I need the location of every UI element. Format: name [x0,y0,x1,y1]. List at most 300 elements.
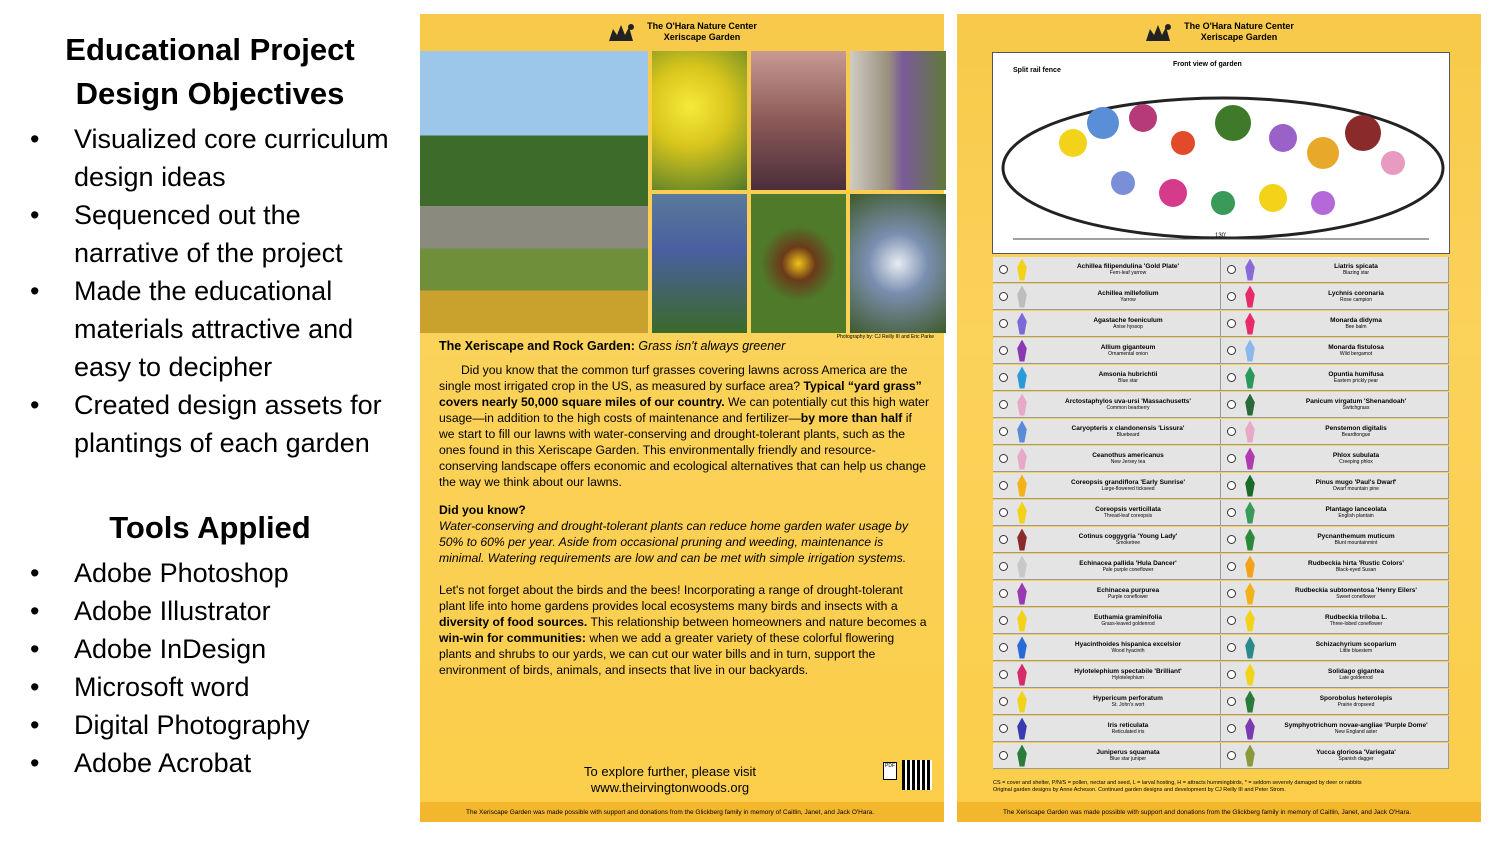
plant-latin-name: Cotinus coggygria 'Young Lady' [1078,532,1178,540]
did-you-know-text: Water-conserving and drought-tolerant plants can reduce home garden water usage by 50% to 60% per year. Aside from occasional pruning and weeding, maintenance is minimal. Watering requirements are low and can be met with simple irrigation systems. [439,519,909,565]
plant-name [1036,479,1220,493]
plant-common-name: Black-eyed Susan [1335,566,1377,573]
plant-number-icon [1227,265,1236,274]
list-item: • Adobe Acrobat [20,744,400,782]
list-item: • Made the educational materials attractive and easy to decipher [20,272,400,386]
plant-name [1036,371,1220,385]
plant-cell [993,635,1221,660]
plant-icon [1242,421,1258,443]
plant-latin-name: Achillea filipendulina 'Gold Plate' [1076,262,1180,270]
plant-number-icon [1227,751,1236,760]
plant-common-name: Fern-leaf yarrow [1109,269,1147,276]
paragraph-text: This relationship between homeowners and nature becomes a [590,615,927,629]
table-row [993,526,1449,553]
legend [993,780,1453,794]
plant-common-name: Eastern prickly pear [1333,377,1379,384]
table-row [993,445,1449,472]
garden-photo [420,51,648,333]
plant-icon [1014,394,1030,416]
table-row [993,553,1449,580]
plant-name [1036,452,1220,466]
paragraph-text: if we start to fill our lawns with water-conserving and drought-tolerant plants, such as the ones found in this Xeriscape Garden. This environmentally friendly and resource-conserving landscape offers economic and ecological alternatives that can help us change the way we think about our lawns. [439,411,926,489]
plant-name [1264,425,1448,439]
plant-cell [1221,689,1449,714]
plant-icon [1014,718,1030,740]
plant-icon [1242,691,1258,713]
plant-latin-name: Juniperus squamata [1096,748,1160,756]
plant-common-name: English plantain [1338,512,1374,519]
plant-icon [1014,529,1030,551]
plant-icon [1014,448,1030,470]
plant-name [1264,641,1448,655]
plant-latin-name: Liatris spicata [1334,262,1378,270]
paragraph-bold: win-win for communities: [439,631,586,645]
plant-cell [993,473,1221,498]
plant-common-name: Pale purple coneflower [1102,566,1154,573]
plant-latin-name: Penstemon digitalis [1325,424,1387,432]
plant-common-name: Purple coneflower [1107,593,1149,600]
plant-latin-name: Echinacea pallida 'Hula Dancer' [1079,559,1177,567]
table-row [993,499,1449,526]
pdf-icon: PDF [883,762,897,780]
hyssop-photo [652,194,747,333]
plant-cell [993,392,1221,417]
plant-number-icon [999,670,1008,679]
plant-common-name: Three-lobed coneflower [1329,620,1383,627]
plant-name [1036,317,1220,331]
plant-cell [1221,662,1449,687]
plant-latin-name: Opuntia humifusa [1328,370,1384,378]
poster-header [420,14,944,50]
table-row [993,472,1449,499]
plant-icon [1014,286,1030,308]
plant-common-name: Large-flowered tickseed [1101,485,1155,492]
plant-common-name: Bluebeard [1116,431,1140,438]
flower-photo [652,51,747,190]
poster-footer: The Xeriscape Garden was made possible with support and donations from the Glickberg family in memory of Caitlin, Janet, and Jack O'Hara. [957,802,1481,822]
table-row [993,418,1449,445]
plant-common-name: Anise hyssop [1113,323,1143,330]
plant-latin-name: Rudbeckia hirta 'Rustic Colors' [1308,559,1404,567]
plant-icon [1242,394,1258,416]
plant-cell [993,716,1221,741]
plant-cell [993,419,1221,444]
plant-common-name: Reticulated iris [1111,728,1145,735]
list-item: • Microsoft word [20,668,400,706]
plant-number-icon [1227,697,1236,706]
plant-common-name: Thread-leaf coreopsis [1103,512,1153,519]
plant-common-name: Bee balm [1345,323,1367,330]
plant-name [1264,263,1448,277]
plant-common-name: Prairie dropseed [1337,701,1375,708]
plant-number-icon [1227,535,1236,544]
list-item: • Adobe Photoshop [20,554,400,592]
org-name: The O'Hara Nature Center [647,21,757,31]
plant-icon [1242,718,1258,740]
rudbeckia-photo [751,194,846,333]
plant-common-name: New Jersey tea [1110,458,1146,465]
plant-icon [1014,259,1030,281]
plant-icon [1242,475,1258,497]
list-item: • Digital Photography [20,706,400,744]
plant-common-name: Hylotelephium [1112,674,1144,681]
plant-icon [1014,313,1030,335]
plant-number-icon [1227,643,1236,652]
plant-name [1036,506,1220,520]
nature-center-logo [607,21,639,43]
plant-icon [1242,448,1258,470]
photo-grid [420,51,944,333]
plant-icon [1242,610,1258,632]
plant-number-icon [999,643,1008,652]
plant-common-name: Blue star juniper [1109,755,1147,762]
plant-name [1036,668,1220,682]
plant-cell [993,554,1221,579]
amsonia-photo [850,194,946,333]
plant-number-icon [999,697,1008,706]
plant-number-icon [999,751,1008,760]
poster-header [957,14,1481,50]
plant-name [1264,749,1448,763]
plant-name [1264,371,1448,385]
plant-name [1036,425,1220,439]
plant-cell [1221,716,1449,741]
plant-common-name: Sweet coneflower [1336,593,1376,600]
table-row [993,715,1449,742]
front-view-label: Front view of garden [1173,61,1242,68]
plant-cell [1221,635,1449,660]
design-objectives-section [20,28,400,782]
plant-cell [1221,554,1449,579]
paragraph-bold: diversity of food sources. [439,615,588,629]
plant-name [1036,587,1220,601]
plant-cell [993,500,1221,525]
plant-number-icon [999,292,1008,301]
plant-name [1264,506,1448,520]
plant-latin-name: Pinus mugo 'Paul's Dwarf' [1315,478,1397,486]
plant-name [1264,479,1448,493]
plant-latin-name: Hyacinthoides hispanica excelsior [1074,640,1182,648]
plant-latin-name: Allium giganteum [1100,343,1156,351]
plant-cell [993,365,1221,390]
plant-icon [1014,421,1030,443]
tools-list [20,554,400,782]
plant-latin-name: Coreopsis verticillata [1095,505,1161,513]
plant-common-name: Blue star [1118,377,1138,384]
plant-icon [1242,529,1258,551]
plant-number-icon [999,265,1008,274]
plant-number-icon [999,373,1008,382]
plant-cell [993,311,1221,336]
plant-icon [1242,664,1258,686]
plant-name [1036,641,1220,655]
plant-number-icon [1227,292,1236,301]
plant-latin-name: Monarda fistulosa [1328,343,1384,351]
plant-latin-name: Plantago lanceolata [1325,505,1387,513]
plant-icon [1014,556,1030,578]
plant-name [1264,722,1448,736]
plant-cell [993,581,1221,606]
table-row [993,310,1449,337]
poster-footer: The Xeriscape Garden was made possible with support and donations from the Glickberg family in memory of Caitlin, Janet, and Jack O'Hara. [420,802,944,822]
plant-icon [1242,637,1258,659]
plant-name [1264,290,1448,304]
plant-latin-name: Echinacea purpurea [1096,586,1160,594]
plant-number-icon [1227,373,1236,382]
plant-icon [1014,475,1030,497]
plant-icon [1014,583,1030,605]
plant-common-name: Wood hyacinth [1111,647,1145,654]
plant-common-name: New England aster [1334,728,1378,735]
plant-name [1264,587,1448,601]
paragraph-text: Did you know that the common turf grasses covering lawns across America are the single most irrigated crop in the US, as measured by surface area? [439,363,908,393]
table-row [993,634,1449,661]
legend-text: CS = cover and shelter, P/N/S = pollen, nectar and seed, L = larval hosting, H = attracts hummingbirds, * = seldom severely damaged by deer or rabbits [993,780,1362,786]
plant-name [1036,263,1220,277]
plant-name [1036,344,1220,358]
paragraph-bold: by more than half [800,411,903,425]
plant-cell [993,662,1221,687]
plant-common-name: Creeping phlox [1339,458,1373,465]
plant-icon [1242,313,1258,335]
plant-name [1264,614,1448,628]
plant-name [1264,452,1448,466]
plant-latin-name: Arctostaphylos uva-ursi 'Massachusetts' [1065,397,1191,405]
website-link[interactable]: www.theirvingtonwoods.org [590,780,750,795]
plant-number-icon [999,535,1008,544]
poster-title: The Xeriscape and Rock Garden: [439,339,635,353]
plant-name [1264,668,1448,682]
plant-latin-name: Amsonia hubrichtii [1098,370,1158,378]
plant-latin-name: Rudbeckia triloba L. [1324,613,1388,621]
list-item: • Visualized core curriculum design ideas [20,120,400,196]
paragraph-text: Let's not forget about the birds and the bees! Incorporating a range of drought-tolerant plant life into home gardens provides local ecosystems many birds and insects with a [439,583,903,613]
plant-latin-name: Hylotelephium spectabile 'Brilliant' [1074,667,1182,675]
explore-text: To explore further, please visit [584,764,756,779]
plant-key-panel [957,14,1481,822]
plant-latin-name: Yucca gloriosa 'Variegata' [1316,748,1396,756]
plant-latin-name: Lychnis coronaria [1328,289,1384,297]
plant-cell [1221,365,1449,390]
plant-cell [993,284,1221,309]
fence-label: Split rail fence [1013,67,1061,74]
plant-cell [993,608,1221,633]
plant-icon [1014,664,1030,686]
garden-name: Xeriscape Garden [1200,32,1278,42]
plant-name [1036,533,1220,547]
plant-common-name: Dwarf mountain pine [1333,485,1379,492]
plant-number-icon [1227,481,1236,490]
plant-icon [1014,610,1030,632]
plant-cell [1221,311,1449,336]
plant-cell [1221,419,1449,444]
plant-name [1264,398,1448,412]
plant-icon [1242,556,1258,578]
plant-common-name: Smoketree [1115,539,1141,546]
plant-common-name: Spanish dagger [1338,755,1374,762]
plant-name [1036,695,1220,709]
poster-subtitle: Grass isn't always greener [638,339,786,353]
table-row [993,337,1449,364]
plant-number-icon [1227,427,1236,436]
plant-icon [1242,259,1258,281]
plant-common-name: Little bluestem [1339,647,1373,654]
plant-latin-name: Phlox subulata [1332,451,1380,459]
plant-cell [1221,743,1449,768]
plant-common-name: Ornamental onion [1108,350,1148,357]
paragraph-text: We can potentially cut this high water usage—in addition to the high costs of maintenance and fertilizer— [439,395,930,425]
plant-cell [1221,338,1449,363]
plant-latin-name: Symphyotrichum novae-angliae 'Purple Dome' [1284,721,1428,729]
garden-name: Xeriscape Garden [663,32,741,42]
plant-common-name: St. John's wort [1111,701,1145,708]
plant-name [1264,695,1448,709]
plant-number-icon [999,454,1008,463]
plant-icon [1014,502,1030,524]
plant-key-table [993,256,1449,769]
paragraph-text: when we add a greater variety of these colorful flowering plants and shrubs to our yards, we can cut our water bills and in turn, support the environment of birds, animals, and insects that live in our backyards. [439,631,895,677]
plant-icon [1242,502,1258,524]
plant-cell [1221,473,1449,498]
table-row [993,661,1449,688]
plant-cell [993,743,1221,768]
plant-latin-name: Ceanothus americanus [1092,451,1164,459]
table-row [993,742,1449,769]
plant-icon [1242,745,1258,767]
table-row [993,391,1449,418]
plant-name [1036,722,1220,736]
foliage-photo [751,51,846,190]
plant-cell [993,257,1221,282]
plant-name [1264,317,1448,331]
table-row [993,364,1449,391]
plant-latin-name: Sporobolus heterolepis [1319,694,1393,702]
plant-latin-name: Caryopteris x clandonensis 'Lissura' [1071,424,1185,432]
plant-name [1036,749,1220,763]
plant-common-name: Rose campion [1340,296,1372,303]
plant-cell [993,527,1221,552]
plant-common-name: Blunt mountainmint [1334,539,1378,546]
heading-tools: Tools Applied [109,510,311,545]
plant-cell [1221,500,1449,525]
plant-common-name: Switchgrass [1342,404,1370,411]
heading-objectives: Educational Project Design Objectives [65,32,355,111]
plant-latin-name: Solidago gigantea [1328,667,1384,675]
plant-latin-name: Iris reticulata [1107,721,1149,729]
photo-credit: Photography by: CJ Reilly III and Eric Parke [836,334,934,340]
plant-latin-name: Panicum virgatum 'Shenandoah' [1305,397,1407,405]
plant-cell [993,446,1221,471]
plant-latin-name: Rudbeckia subtomentosa 'Henry Eilers' [1295,586,1417,594]
scale-label: 130' [1215,233,1227,239]
nature-center-logo [1144,21,1176,43]
plant-icon [1014,637,1030,659]
plant-number-icon [999,589,1008,598]
plant-name [1036,398,1220,412]
plant-latin-name: Agastache foeniculum [1093,316,1163,324]
plant-cell [993,689,1221,714]
list-item: • Created design assets for plantings of each garden [20,386,400,462]
plant-icon [1242,367,1258,389]
plant-latin-name: Euthamia graminifolia [1094,613,1162,621]
plant-name [1264,344,1448,358]
plant-latin-name: Monarda didyma [1330,316,1382,324]
plant-number-icon [999,616,1008,625]
plant-number-icon [1227,400,1236,409]
rock-photo [850,51,946,190]
plant-common-name: Yarrow [1120,296,1136,303]
table-row [993,607,1449,634]
plant-number-icon [1227,670,1236,679]
plant-common-name: Wild bergamot [1339,350,1373,357]
plant-number-icon [1227,589,1236,598]
plant-icon [1014,367,1030,389]
plant-icon [1014,691,1030,713]
plant-number-icon [1227,454,1236,463]
plant-name [1264,533,1448,547]
plant-common-name: Beardtongue [1341,431,1371,438]
plant-common-name: Blazing star [1342,269,1370,276]
plant-icon [1014,745,1030,767]
plant-latin-name: Schizachyrium scoparium [1315,640,1397,648]
plant-icon [1014,340,1030,362]
plant-number-icon [1227,319,1236,328]
plant-latin-name: Coreopsis grandiflora 'Early Sunrise' [1071,478,1185,486]
plant-number-icon [999,400,1008,409]
explore-section [550,764,790,796]
garden-diagram [993,53,1449,253]
qr-code-icon [902,760,932,790]
plant-number-icon [1227,346,1236,355]
plant-number-icon [999,562,1008,571]
plant-number-icon [999,346,1008,355]
plant-cell [1221,257,1449,282]
poster-body [439,338,929,678]
plant-name [1036,560,1220,574]
did-you-know-heading: Did you know? [439,503,526,517]
plant-icon [1242,583,1258,605]
plant-icon [1242,286,1258,308]
plant-cell [1221,608,1449,633]
list-item: • Sequenced out the narrative of the project [20,196,400,272]
plant-number-icon [1227,616,1236,625]
plant-name [1036,614,1220,628]
plant-name [1264,560,1448,574]
list-item: • Adobe InDesign [20,630,400,668]
list-item: • Adobe Illustrator [20,592,400,630]
plant-cell [1221,581,1449,606]
plant-name [1036,290,1220,304]
plant-latin-name: Hypericum perforatum [1093,694,1163,702]
poster-panel [420,14,944,822]
plant-number-icon [999,427,1008,436]
plant-number-icon [1227,562,1236,571]
plant-number-icon [999,319,1008,328]
credits-text: Original garden designs by Anne Acheson. Continued garden designs and development by CJ Reilly III and Peter Strom. [993,787,1286,793]
plant-number-icon [999,508,1008,517]
plant-common-name: Grass-leaved goldenrod [1101,620,1155,627]
plant-number-icon [1227,508,1236,517]
plant-latin-name: Pycnanthemum muticum [1317,532,1395,540]
table-row [993,283,1449,310]
plant-number-icon [999,481,1008,490]
plant-cell [1221,446,1449,471]
plant-icon [1242,340,1258,362]
garden-plan [992,52,1450,254]
plant-common-name: Common bearberry [1106,404,1150,411]
plant-number-icon [999,724,1008,733]
plant-latin-name: Achillea millefolium [1097,289,1159,297]
